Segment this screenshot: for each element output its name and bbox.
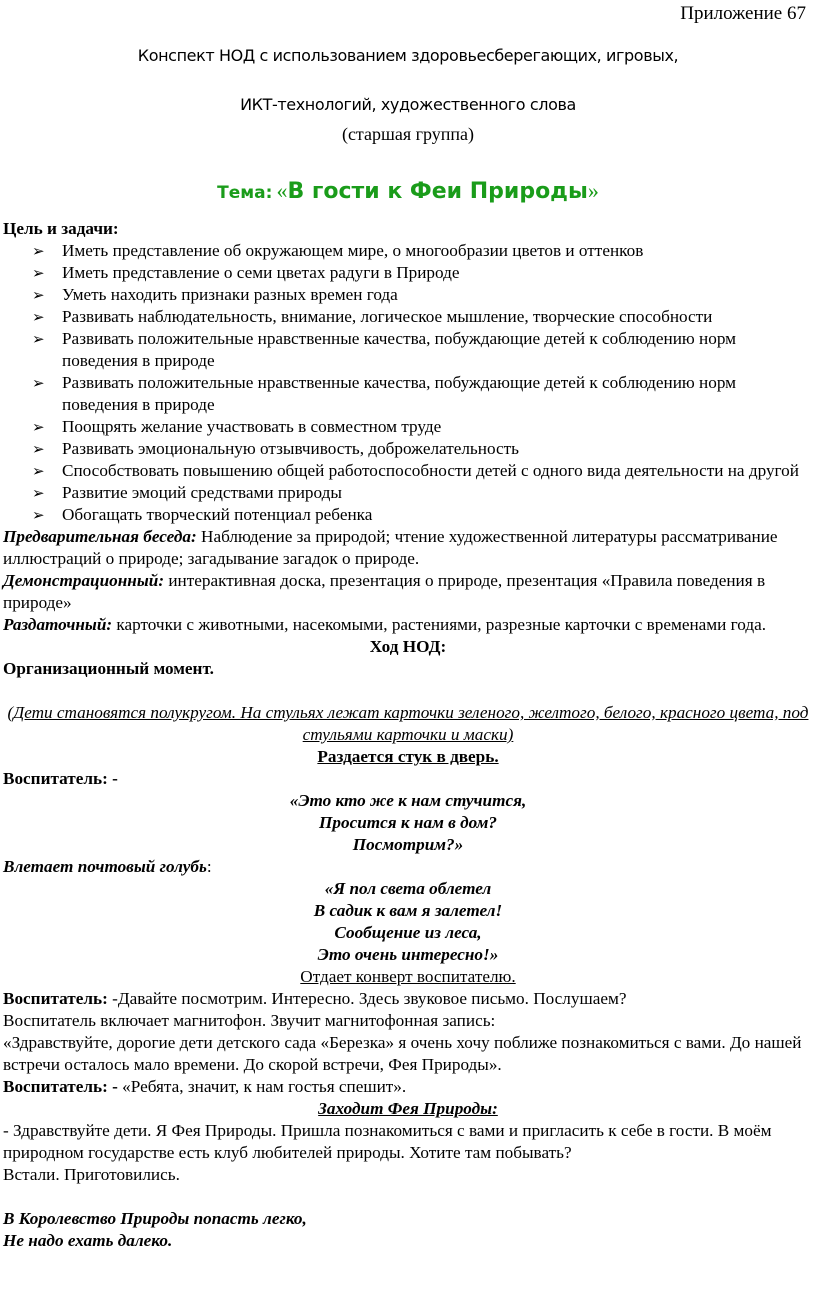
list-item: ➢ Развивать эмоциональную отзывчивость, доброжелательность	[32, 439, 519, 458]
arrow-bullet-icon: ➢	[32, 506, 45, 524]
list-item: ➢ Способствовать повышению общей работоспособности детей с одного вида деятельности на другой	[32, 461, 799, 480]
handout-text: карточки с животными, насекомыми, растениями, разрезные карточки с временами года.	[112, 615, 767, 634]
list-item: ➢ Обогащать творческий потенциал ребенка	[32, 505, 373, 524]
demo-label: Демонстрационный:	[3, 571, 165, 590]
teacher2-label: Воспитатель:	[3, 989, 108, 1008]
document-body	[3, 218, 813, 1252]
topic-line	[0, 178, 816, 204]
arrow-bullet-icon: ➢	[32, 264, 45, 282]
handout-paragraph	[3, 614, 813, 636]
arrow-bullet-icon: ➢	[32, 286, 45, 304]
recorder-line: Воспитатель включает магнитофон. Звучит магнитофонная запись:	[3, 1011, 496, 1030]
stage-note: (Дети становятся полукругом. На стульях лежат карточки зеленого, желтого, белого, красного цвета, под стульями карточки и маски)	[7, 703, 809, 744]
poem2-line: «Я пол света облетел	[324, 879, 492, 898]
prelim-label: Предварительная беседа:	[3, 527, 197, 546]
arrow-bullet-icon: ➢	[32, 462, 45, 480]
poem1-line: Посмотрим?»	[352, 835, 464, 854]
topic-title: В гости к Феи Природы	[287, 179, 588, 204]
list-item: ➢ Поощрять желание участвовать в совместном труде	[32, 417, 442, 436]
goals-list	[3, 240, 813, 526]
stood-up-line: Встали. Приготовились.	[3, 1165, 180, 1184]
list-item: ➢ Уметь находить признаки разных времен года	[32, 285, 398, 304]
arrow-bullet-icon: ➢	[32, 308, 45, 326]
arrow-bullet-icon: ➢	[32, 484, 45, 502]
fairy-enters-line: Заходит Фея Природы:	[318, 1099, 498, 1118]
list-item: ➢ Развивать положительные нравственные качества, побуждающие детей к соблюдению норм поведения в природе	[32, 373, 737, 414]
envelope-line: Отдает конверт воспитателю.	[300, 967, 516, 986]
arrow-bullet-icon: ➢	[32, 242, 45, 260]
document-heading-line1: Конспект НОД с использованием здоровьесберегающих, игровых,	[137, 46, 679, 65]
list-item: ➢ Иметь представление об окружающем мире, о многообразии цветов и оттенков	[32, 241, 644, 260]
goals-heading: Цель и задачи:	[3, 219, 119, 238]
fairy-speech: - Здравствуйте дети. Я Фея Природы. Пришла познакомиться с вами и пригласить к себе в гости. В моём природном государстве есть клуб любителей природы. Хотите там побывать?	[3, 1121, 772, 1162]
list-item: ➢ Развитие эмоций средствами природы	[32, 483, 342, 502]
teacher3-paragraph: Воспитатель: - «Ребята, значит, к нам гостья спешит».	[3, 1077, 407, 1096]
pigeon-paragraph: Влетает почтовый голубь:	[3, 857, 212, 876]
arrow-bullet-icon: ➢	[32, 330, 45, 348]
poem1-line: Просится к нам в дом?	[319, 813, 497, 832]
arrow-bullet-icon: ➢	[32, 418, 45, 436]
poem2-line: В садик к вам я залетел!	[313, 901, 503, 920]
list-item: ➢ Иметь представление о семи цветах радуги в Природе	[32, 263, 460, 282]
poem2-line: Это очень интересно!»	[317, 945, 499, 964]
prelim-paragraph	[3, 526, 813, 570]
appendix-number: Приложение 67	[680, 3, 806, 24]
list-item: ➢ Развивать положительные нравственные качества, побуждающие детей к соблюдению норм поведения в природе	[32, 329, 737, 370]
teacher-label: Воспитатель: -	[3, 769, 118, 788]
demo-text: интерактивная доска, презентация о природе, презентация «Правила поведения в природе»	[3, 571, 766, 612]
recorded-message: «Здравствуйте, дорогие дети детского сада «Березка» я очень хочу поближе познакомиться с вами. До нашей встречи осталось мало времени. До скорой встречи, Фея Природы».	[3, 1033, 802, 1074]
course-heading: Ход НОД:	[369, 637, 447, 656]
poem1-line: «Это кто же к нам стучится,	[289, 791, 527, 810]
handout-label: Раздаточный:	[3, 615, 113, 634]
arrow-bullet-icon: ➢	[32, 440, 45, 458]
poem2-line: Сообщение из леса,	[334, 923, 482, 942]
verse-line: В Королевство Природы попасть легко,	[3, 1209, 307, 1228]
topic-close-quote: »	[587, 178, 599, 203]
topic-open-quote: «	[276, 178, 288, 203]
demo-paragraph	[3, 570, 813, 614]
pigeon-label: Влетает почтовый голубь	[3, 857, 207, 876]
age-group: (старшая группа)	[341, 124, 475, 144]
teacher2-paragraph: Воспитатель: -Давайте посмотрим. Интересно. Здесь звуковое письмо. Послушаем?	[3, 989, 627, 1008]
org-moment-heading: Организационный момент.	[3, 659, 214, 678]
teacher3-label: Воспитатель: -	[3, 1077, 118, 1096]
list-item: ➢ Развивать наблюдательность, внимание, логическое мышление, творческие способности	[32, 307, 713, 326]
verse-line: Не надо ехать далеко.	[3, 1231, 173, 1250]
arrow-bullet-icon: ➢	[32, 374, 45, 392]
topic-label: Тема:	[217, 183, 273, 203]
document-heading-line2: ИКТ-технологий, художественного слова	[240, 95, 576, 114]
knock-line: Раздается стук в дверь.	[317, 747, 499, 766]
prelim-text: Наблюдение за природой; чтение художественной литературы рассматривание иллюстраций о природе; загадывание загадок о природе.	[3, 527, 778, 568]
